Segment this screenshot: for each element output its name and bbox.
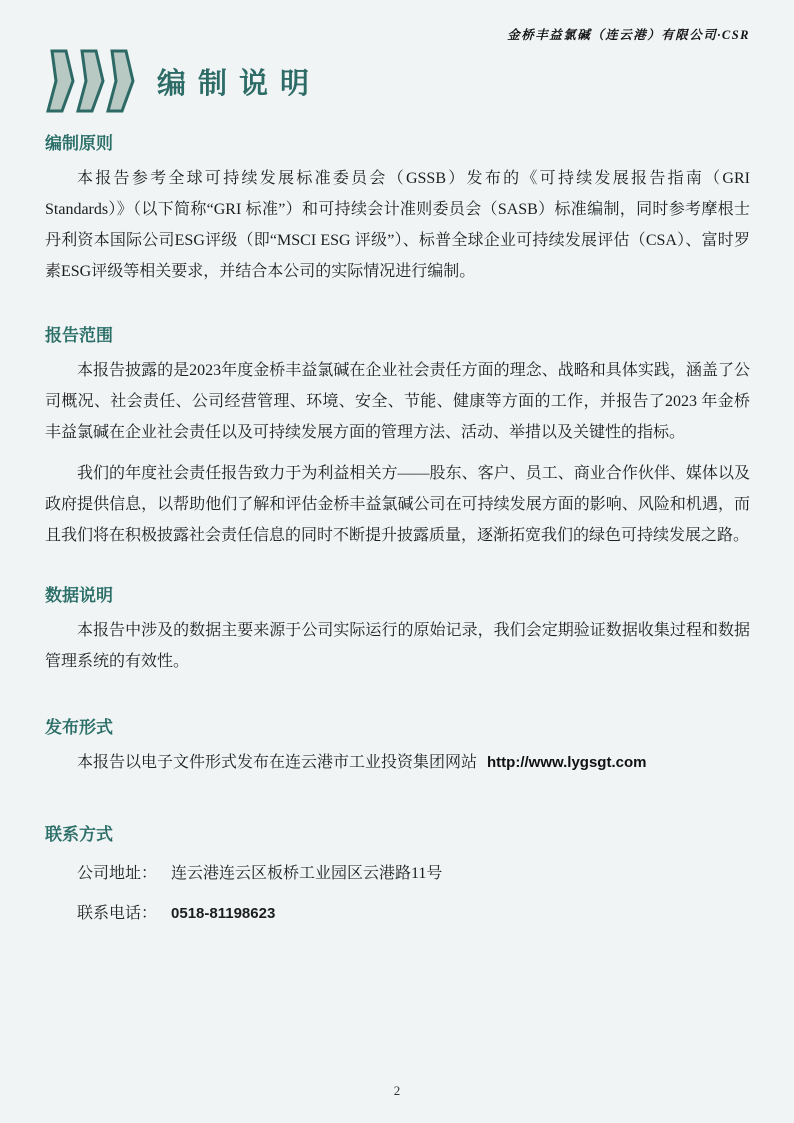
paragraph-publication [45, 747, 750, 778]
publication-text: 本报告以电子文件形式发布在连云港市工业投资集团网站 [77, 754, 478, 771]
section-contact-info [45, 824, 750, 928]
section-heading-data: 数据说明 [45, 586, 113, 605]
paragraph-data: 本报告中涉及的数据主要来源于公司实际运行的原始记录，我们会定期验证数据收集过程和数据管理系统的有效性。 [45, 622, 750, 670]
contact-phone-line [45, 900, 750, 928]
contact-address-line [45, 860, 750, 888]
contact-address-value: 连云港连云区板桥工业园区云港路11号 [171, 865, 443, 882]
section-compilation-principles [45, 133, 750, 287]
contact-address-label: 公司地址： [77, 865, 158, 882]
section-heading-scope: 报告范围 [45, 326, 113, 345]
section-heading-contact: 联系方式 [45, 825, 113, 844]
contact-phone-value: 0518-81198623 [171, 905, 276, 922]
section-publication-form [45, 717, 750, 778]
section-heading-principles: 编制原则 [45, 134, 113, 153]
report-header-company: 金桥丰益氯碱（连云港）有限公司·CSR [507, 28, 750, 42]
page-number: 2 [393, 1083, 401, 1098]
section-data-notes [45, 585, 750, 677]
triple-chevron-icon [45, 49, 135, 113]
section-heading-publication: 发布形式 [45, 718, 113, 737]
paragraph-principles: 本报告参考全球可持续发展标准委员会（GSSB）发布的《可持续发展报告指南（GRI Standards）》（以下简称“GRI 标准”）和可持续会计准则委员会（SASB）标准编制，同时参考摩根士丹利资本国际公司ESG评级（即“MSCI ESG 评级”）、标普全球企业可持续发展评估（CSA）、富时罗素ESG评级等相关要求，并结合本公司的实际情况进行编制。 [45, 170, 750, 280]
page-title: 编制说明 [157, 67, 322, 100]
paragraph-scope-1: 本报告披露的是2023年度金桥丰益氯碱在企业社会责任方面的理念、战略和具体实践，涵盖了公司概况、社会责任、公司经营管理、环境、安全、节能、健康等方面的工作，并报告了2023 年金桥丰益氯碱在企业社会责任以及可持续发展方面的管理方法、活动、举措以及关键性的指标。 [45, 362, 750, 441]
section-report-scope [45, 325, 750, 551]
contact-phone-label: 联系电话： [77, 905, 158, 922]
page-title-row [45, 49, 750, 113]
website-link[interactable]: http://www.lygsgt.com [487, 754, 647, 771]
paragraph-scope-2: 我们的年度社会责任报告致力于为利益相关方——股东、客户、员工、商业合作伙伴、媒体以及政府提供信息，以帮助他们了解和评估金桥丰益氯碱公司在可持续发展方面的影响、风险和机遇，而且我们将在积极披露社会责任信息的同时不断提升披露质量，逐渐拓宽我们的绿色可持续发展之路。 [45, 465, 750, 544]
